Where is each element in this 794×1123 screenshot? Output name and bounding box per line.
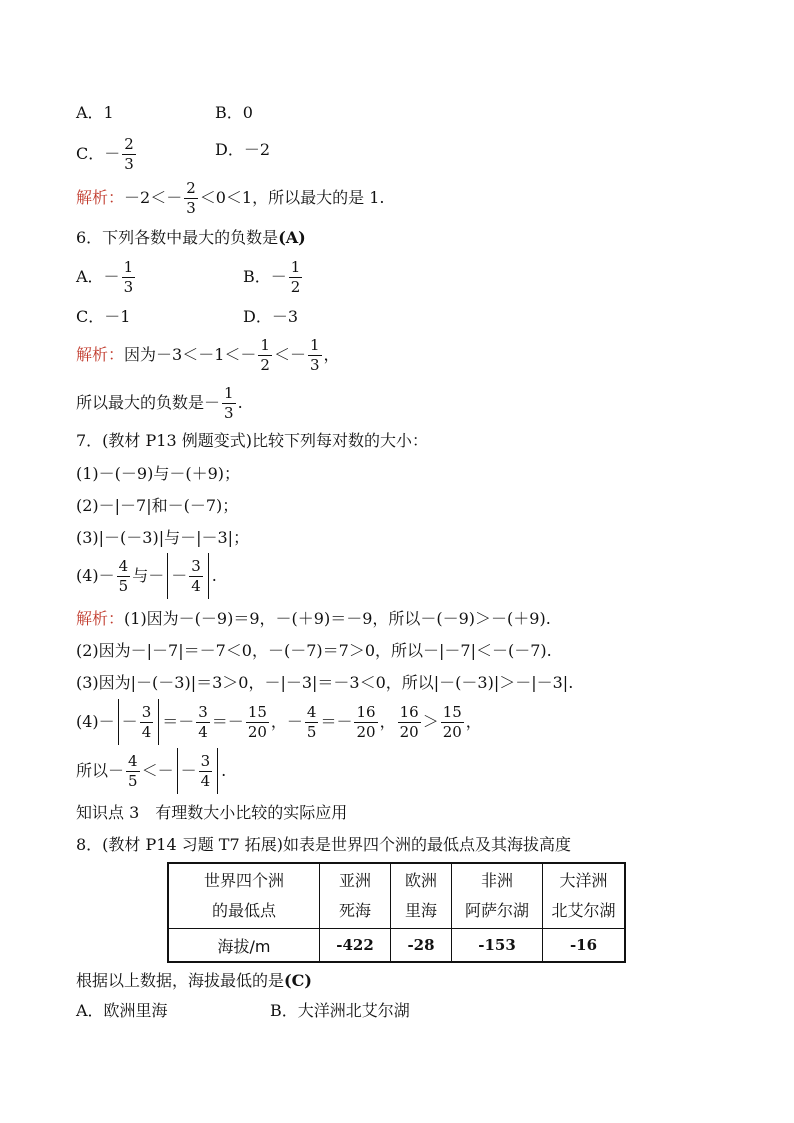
fraction: $\frac{3}{4}$ bbox=[200, 751, 211, 790]
table-cell: -153 bbox=[452, 929, 543, 963]
fraction: $\frac{1}{3}$ bbox=[123, 257, 134, 296]
section-heading: 知识点 3 有理数大小比较的实际应用 bbox=[76, 803, 348, 822]
fraction: $\frac{2}{3}$ bbox=[186, 178, 196, 217]
q7-part-2: (2)－|－7|和－(－7)； bbox=[76, 496, 239, 515]
fraction: $\frac{1}{3}$ bbox=[224, 383, 234, 422]
fraction: $\frac{3}{4}$ bbox=[141, 702, 152, 741]
q6-conclusion: 所以最大的负数是－ $\frac{1}{3}$ . bbox=[76, 383, 243, 422]
fraction: $\frac{1}{2}$ bbox=[290, 257, 301, 296]
q5-option-d: D．－2 bbox=[215, 140, 271, 159]
q8-stem: 8．(教材 P14 习题 T7 拓展)如表是世界四个洲的最低点及其海拔高度 bbox=[76, 835, 571, 854]
q5-analysis: 解析： －2＜－ $\frac{2}{3}$ ＜0＜1，所以最大的是 1. bbox=[76, 178, 385, 217]
fraction: $\frac{1}{3}$ bbox=[309, 335, 320, 374]
table-cell: -16 bbox=[543, 929, 626, 963]
q7-conclusion: 所以－ $\frac{4}{5}$ ＜－ － $\frac{3}{4}$ . bbox=[76, 747, 226, 795]
fraction: $\frac{2}{3}$ bbox=[124, 134, 134, 173]
q6-option-a: A．－ $\frac{1}{3}$ bbox=[76, 257, 134, 296]
fraction: $\frac{1}{2}$ bbox=[260, 335, 270, 374]
absolute-value: － $\frac{3}{4}$ bbox=[177, 748, 219, 794]
q7-part-4: (4)－ $\frac{4}{5}$ 与－ － $\frac{3}{4}$ . bbox=[76, 552, 217, 600]
q8-question: 根据以上数据，海拔最低的是 (C) bbox=[76, 971, 312, 990]
fraction: $\frac{15}{20}$ bbox=[442, 702, 462, 741]
fraction: $\frac{4}{5}$ bbox=[118, 556, 129, 595]
q8-option-a: A．欧洲里海 bbox=[76, 1001, 168, 1020]
fraction: $\frac{16}{20}$ bbox=[399, 702, 419, 741]
table-row-label: 海拔/m bbox=[168, 929, 320, 963]
fraction: $\frac{4}{5}$ bbox=[306, 702, 317, 741]
table-row bbox=[168, 929, 625, 963]
fraction: $\frac{3}{4}$ bbox=[198, 702, 208, 741]
q5-option-a: A．1 bbox=[76, 103, 114, 122]
fraction: $\frac{4}{5}$ bbox=[128, 751, 138, 790]
q7-analysis-1: 解析： (1)因为－(－9)＝9，－(＋9)＝－9，所以－(－9)＞－(＋9). bbox=[76, 609, 551, 628]
fraction: $\frac{16}{20}$ bbox=[356, 702, 376, 741]
fraction: $\frac{15}{20}$ bbox=[247, 702, 267, 741]
q6-analysis: 解析： 因为－3＜－1＜－ $\frac{1}{2}$ ＜－ $\frac{1}{3}$ ， bbox=[76, 335, 340, 374]
table-header-cell: 欧洲 里海 bbox=[391, 863, 452, 929]
table-header-cell: 亚洲 死海 bbox=[320, 863, 391, 929]
table-cell: -28 bbox=[391, 929, 452, 963]
q7-analysis-3: (3)因为|－(－3)|＝3＞0，－|－3|＝－3＜0，所以|－(－3)|＞－|－3|. bbox=[76, 673, 574, 692]
q7-part-3: (3)|－(－3)|与－|－3|； bbox=[76, 528, 250, 547]
q6-stem: 6．下列各数中最大的负数是 (A) bbox=[76, 228, 306, 247]
q7-part-1: (1)－(－9)与－(＋9)； bbox=[76, 464, 240, 483]
q5-option-c: C．－ $\frac{2}{3}$ bbox=[76, 134, 134, 173]
q6-option-d: D．－3 bbox=[243, 307, 299, 326]
absolute-value: － $\frac{3}{4}$ bbox=[167, 553, 209, 599]
q7-analysis-2: (2)因为－|－7|＝－7＜0，－(－7)＝7＞0，所以－|－7|＜－(－7). bbox=[76, 641, 552, 660]
table-cell: -422 bbox=[320, 929, 391, 963]
absolute-value: － $\frac{3}{4}$ bbox=[118, 699, 160, 745]
table-header-cell: 大洋洲 北艾尔湖 bbox=[543, 863, 626, 929]
q8-option-b: B．大洋洲北艾尔湖 bbox=[270, 1001, 410, 1020]
altitude-table bbox=[167, 862, 626, 963]
fraction: $\frac{3}{4}$ bbox=[191, 556, 201, 595]
q6-option-b: B．－ $\frac{1}{2}$ bbox=[243, 257, 301, 296]
table-header-cell: 世界四个洲 的最低点 bbox=[168, 863, 320, 929]
table-header-cell: 非洲 阿萨尔湖 bbox=[452, 863, 543, 929]
q7-analysis-4: (4)－ － $\frac{3}{4}$ ＝－ $\frac{3}{4}$ ＝－ $\frac{15}{20}$ ，－ $\frac{4}{5}$ ＝－ $\frac{16}{20}$ ， $\frac{16}{20}$ ＞ $\frac{15}{20}$ ， bbox=[76, 698, 482, 746]
q7-stem: 7．(教材 P13 例题变式)比较下列每对数的大小： bbox=[76, 431, 428, 450]
q5-option-b: B．0 bbox=[215, 103, 253, 122]
table-row bbox=[168, 863, 625, 929]
q6-option-c: C．－1 bbox=[76, 307, 131, 326]
